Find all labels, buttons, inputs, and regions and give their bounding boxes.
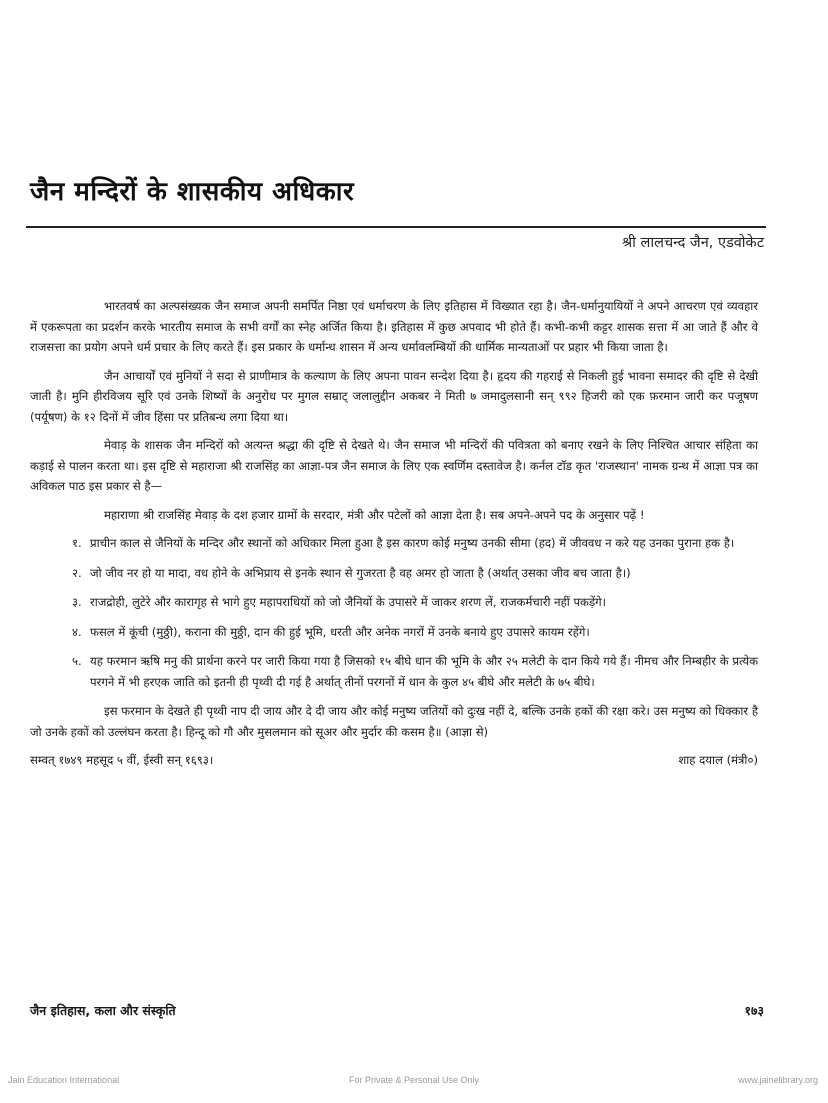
journal-name: जैन इतिहास, कला और संस्कृति [30, 1003, 176, 1018]
decree-item-number: १. [72, 536, 82, 550]
dateline-row [30, 750, 758, 771]
decree-item [30, 592, 758, 613]
decree-item-number: ५. [72, 654, 82, 668]
article-title: जैन मन्दिरों के शासकीय अधिकार [30, 177, 355, 207]
page-number: १७३ [744, 1003, 764, 1018]
watermark-usage-note: For Private & Personal Use Only [348, 1075, 480, 1085]
decree-item-number: ३. [72, 595, 82, 609]
watermark-publisher: Jain Education International [8, 1075, 120, 1085]
decree-item-text: यह फरमान ऋषि मनु की प्रार्थना करने पर जारी किया गया है जिसको १५ बीघे धान की भूमि के और २५ मलेटी के दान किये गये हैं। नीमच और निम्बहीर के प्रत्येक परगने में भी हरएक जाति को इतनी ही पृथ्वी दी गई है अर्थात् तीनों परगनों में धान के कुल ४५ बीघे और मलेटी के ७५ बीघे। [90, 654, 758, 689]
title-divider [26, 226, 766, 228]
decree-item-text: राजद्रोही, लुटेरे और कारागृह से भागे हुए महापराधियों को जो जैनियों के उपासरे में जाकर शरण लें, राजकर्मचारी नहीं पकड़ेंगे। [90, 595, 607, 609]
paragraph-closing: इस फरमान के देखते ही पृथ्वी नाप दी जाय और दे दी जाय और कोई मनुष्य जतियों को दुःख नहीं दे, बल्कि उनके हकों की रक्षा करे। उस मनुष्य को धिक्कार है जो उनके हकों को उल्लंघन करता है। हिन्दू को गौ और मुसलमान को सूअर और मुर्दार की कसम है॥ (आज्ञा से) [30, 704, 758, 739]
decree-item [30, 651, 758, 692]
article-body [30, 296, 758, 771]
paragraph-mewar: मेवाड़ के शासक जैन मन्दिरों को अत्यन्त श्रद्धा की दृष्टि से देखते थे। जैन समाज भी मन्दिरों की पवित्रता को बनाए रखने के लिए निश्चित आचार संहिता का कड़ाई से पालन करता था। इस दृष्टि से महाराजा श्री राजसिंह का आज्ञा-पत्र जैन समाज के लिए एक स्वर्णिम दस्तावेज है। कर्नल टॉड कृत 'राजस्थान' नामक ग्रन्थ में आज्ञा पत्र का अविकल पाठ इस प्रकार से है— [30, 438, 758, 493]
decree-item-text: जो जीव नर हो या मादा, वध होने के अभिप्राय से इनके स्थान से गुजरता है वह अमर हो जाता है (अर्थात् उसका जीव बच जाता है।) [90, 565, 631, 580]
decree-item-text: प्राचीन काल से जैनियों के मन्दिर और स्थानों को अधिकार मिला हुआ है इस कारण कोई मनुष्य उनकी सीमा (हद) में जीववध न करे यह उनका पुराना हक है। [90, 536, 735, 550]
author-byline: श्री लालचन्द जैन, एडवोकेट [621, 235, 764, 251]
paragraph-akbar-farman: जैन आचार्यों एवं मुनियों ने सदा से प्राणीमात्र के कल्याण के लिए अपना पावन सन्देश दिया है। हृदय की गहराई से निकली हुई भावना समादर की दृष्टि से देखी जाती है। मुनि हीरविजय सूरि एवं उनके शिष्यों के अनुरोध पर मुगल सम्राट् जलालुद्दीन अकबर ने मिती ७ जमादुलसानी सन् ९९२ हिजरी को एक फ़रमान जारी कर पजूषण (पर्यूषण) के १२ दिनों में जीव हिंसा पर प्रतिबन्ध लगा दिया था। [30, 368, 758, 424]
decree-item-number: २. [72, 565, 82, 580]
decree-list [30, 533, 758, 692]
decree-item [30, 533, 758, 554]
paragraph-intro: भारतवर्ष का अल्पसंख्यक जैन समाज अपनी समर्पित निष्ठा एवं धर्माचरण के लिए इतिहास में विख्यात रहा है। जैन-धर्मानुयायियों ने अपने आचरण एवं व्यवहार में एकरूपता का प्रदर्शन करके भारतीय समाज के सभी वर्गों का स्नेह अर्जित किया है। इतिहास में कुछ अपवाद भी होते हैं। कभी-कभी कट्टर शासक सत्ता में आ जाते हैं और वे राजसत्ता का प्रयोग अपने धर्म प्रचार के लिए करते हैं। इस प्रकार के धर्मान्ध शासन में अन्य धर्मावलम्बियों की धार्मिक मान्यताओं पर प्रहार भी किया जाता है। [30, 299, 758, 354]
decree-item [30, 563, 758, 584]
decree-item-number: ४. [72, 624, 82, 639]
watermark-url[interactable]: www.jainelibrary.org [738, 1075, 818, 1085]
decree-item-text: फसल में कूंची (मुठ्ठी), कराना की मुठ्ठी, दान की हुई भूमि, धरती और अनेक नगरों में उनके बनाये हुए उपासरे कायम रहेंगे। [90, 624, 590, 639]
date-line: सम्वत् १७४९ महसूद ५ वीं, ईस्वी सन् १६९३। [30, 753, 214, 767]
decree-item [30, 622, 758, 643]
paragraph-decree-opening: महाराणा श्री राजसिंह मेवाड़ के दश हजार ग्रामों के सरदार, मंत्री और पटेलों को आज्ञा देता है। सब अपने-अपने पद के अनुसार पढ़ें ! [104, 507, 645, 522]
signatory: शाह दयाल (मंत्री०) [678, 753, 758, 767]
